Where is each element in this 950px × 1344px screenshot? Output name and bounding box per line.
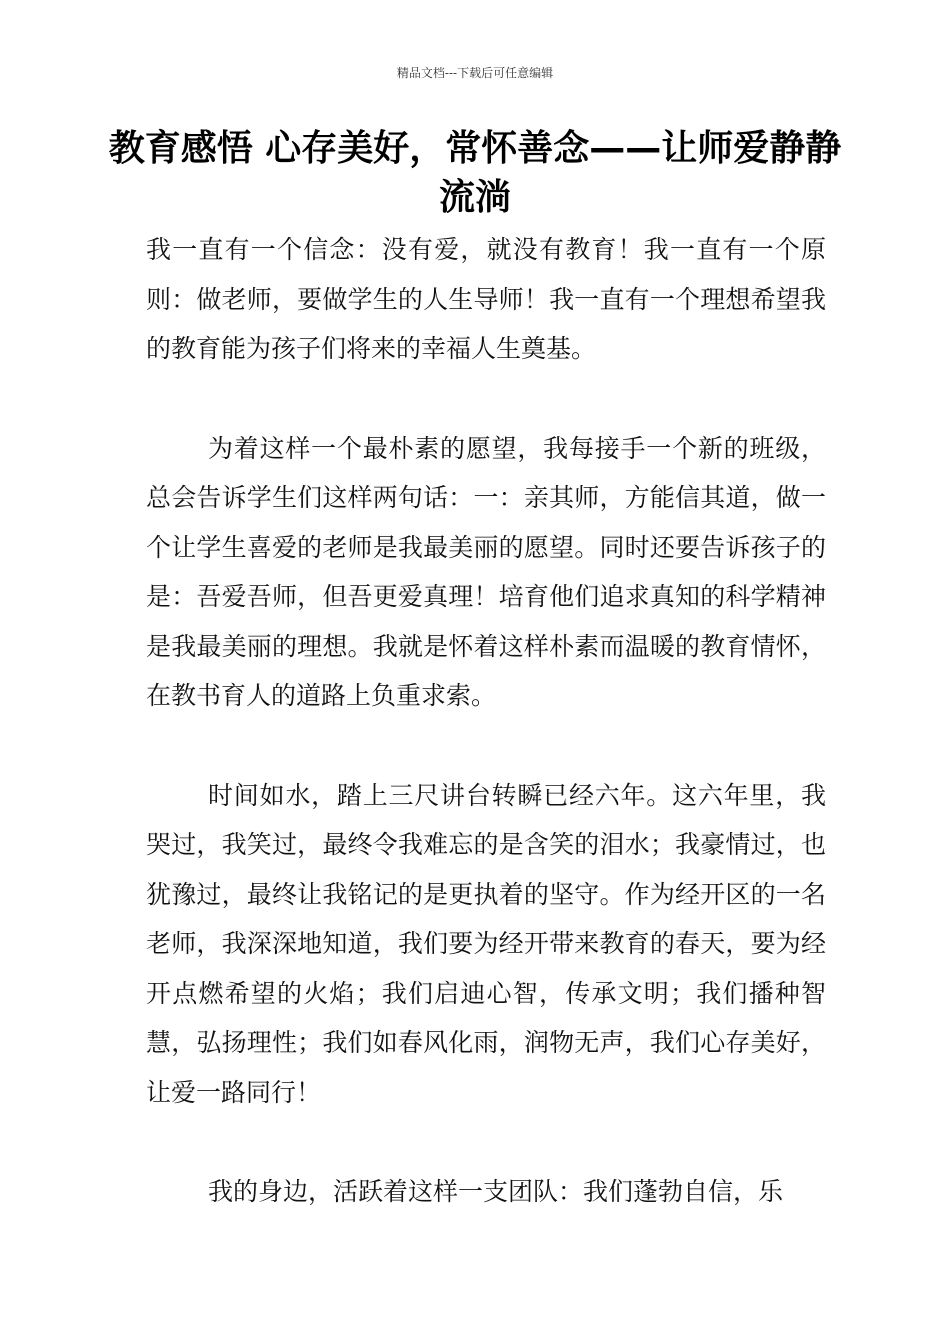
document-body	[146, 225, 826, 1217]
page-header: 精品文档---下载后可任意编辑	[396, 66, 554, 80]
paragraph-3: 时间如水，踏上三尺讲台转瞬已经六年。这六年里，我哭过，我笑过，最终令我难忘的是含笑的泪水；我豪情过，也犹豫过，最终让我铭记的是更执着的坚守。作为经开区的一名老师，我深深地知道，我们要为经开带来教育的春天，要为经开点燃希望的火焰；我们启迪心智，传承文明；我们播种智慧，弘扬理性；我们如春风化雨，润物无声，我们心存美好，让爱一路同行！	[146, 780, 826, 1107]
document-title: 教育感悟 心存美好，常怀善念——让师爱静静流淌	[108, 128, 842, 218]
paragraph-1: 我一直有一个信念：没有爱，就没有教育！我一直有一个原则：做老师，要做学生的人生导师！我一直有一个理想希望我的教育能为孩子们将来的幸福人生奠基。	[146, 235, 826, 363]
paragraph-gap	[146, 721, 826, 771]
paragraph-gap	[146, 374, 826, 424]
paragraph-2: 为着这样一个最朴素的愿望，我每接手一个新的班级，总会告诉学生们这样两句话：一：亲其师，方能信其道，做一个让学生喜爱的老师是我最美丽的愿望。同时还要告诉孩子的是：吾爱吾师，但吾更爱真理！培育他们追求真知的科学精神是我最美丽的理想。我就是怀着这样朴素而温暖的教育情怀，在教书育人的道路上负重求索。	[146, 433, 826, 710]
paragraph-gap	[146, 1117, 826, 1167]
paragraph-4: 我的身边，活跃着这样一支团队：我们蓬勃自信，乐	[208, 1177, 784, 1206]
